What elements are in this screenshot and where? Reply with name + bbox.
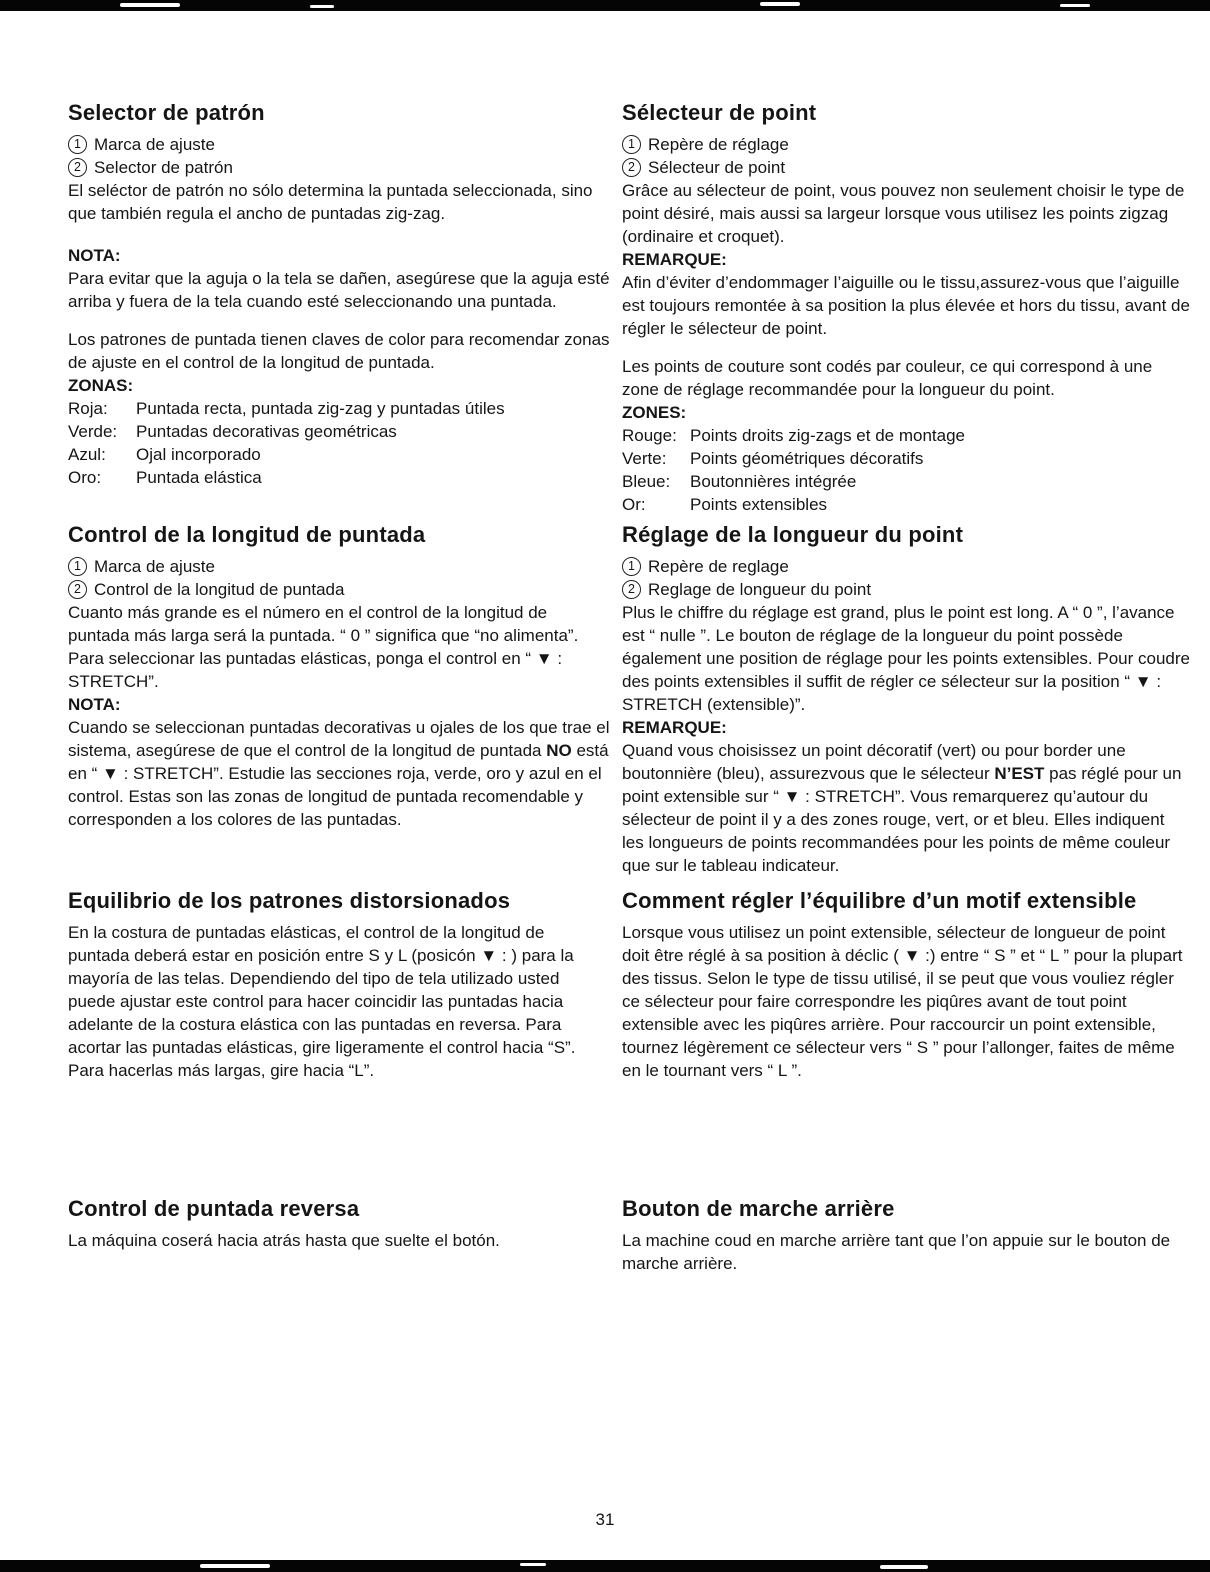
section-body: Grâce au sélecteur de point, vous pouvez non seulement choisir le type de point désiré, mais aussi sa largeur lorsque vous utilisez les points zigzag (ordinaire et croquet). [622, 181, 1185, 246]
note-label: NOTA: [68, 246, 121, 265]
zone-desc: Puntada recta, puntada zig-zag y puntadas útiles [136, 399, 505, 418]
row-stitch-length [68, 522, 1190, 877]
section-title: Control de puntada reversa [68, 1196, 360, 1221]
section-selector-de-patron [68, 100, 610, 516]
note-body [68, 716, 610, 831]
legend-item-2 [68, 578, 610, 601]
zone-name: Oro: [68, 468, 102, 487]
scan-speck [200, 1564, 270, 1568]
circled-1-icon: 1 [622, 135, 641, 154]
zone-name: Bleue: [622, 472, 671, 491]
section-reglage-longueur-point [622, 522, 1190, 877]
color-code-intro: Les points de couture sont codés par couleur, ce qui correspond à une zone de réglage recommandée pour la longueur du point. [622, 357, 1153, 399]
legend-item-1 [68, 133, 610, 156]
zone-desc: Puntadas decorativas geométricas [136, 422, 397, 441]
scan-speck [1060, 4, 1090, 7]
section-body: La máquina coserá hacia atrás hasta que suelte el botón. [68, 1231, 500, 1250]
legend-item-label: Reglage de longueur du point [648, 580, 872, 599]
note-text: Quand vous choisissez un point décoratif (vert) ou pour border une boutonnière (bleu), assurezvous que le sélecteur [622, 741, 1126, 783]
zone-desc: Points droits zig-zags et de montage [690, 426, 965, 445]
note-label: REMARQUE: [622, 718, 727, 737]
zones-label: ZONAS: [68, 376, 134, 395]
zone-name: Rouge: [622, 426, 677, 445]
note-text: está en “ ▼ : STRETCH”. Estudie las secciones roja, verde, oro y azul en el control. Estas son las zonas de longitud de puntada recomendable y corresponden a los colores de las puntadas. [68, 741, 609, 829]
section-selecteur-de-point [622, 100, 1190, 516]
legend-item-1 [68, 555, 610, 578]
section-equilibrio-patrones [68, 888, 610, 1082]
row-pattern-balance [68, 888, 1190, 1082]
scan-speck [760, 2, 800, 6]
zones-list [68, 397, 610, 489]
legend-item-1 [622, 133, 1190, 156]
section-equilibre-motif [622, 888, 1190, 1082]
section-control-longitud-puntada [68, 522, 610, 877]
section-puntada-reversa [68, 1196, 610, 1275]
section-body: Cuanto más grande es el número en el control de la longitud de puntada más larga será la puntada. “ 0 ” significa que “no alimenta”. Para seleccionar las puntadas elásticas, ponga el control en “ ▼ : STRETCH”. [68, 603, 579, 691]
note-text: Cuando se seleccionan puntadas decorativas u ojales de los que trae el sistema, asegúrese de que el control de la longitud de puntada [68, 718, 610, 760]
section-body: En la costura de puntadas elásticas, el control de la longitud de puntada deberá estar en posición entre S y L (posicón ▼ : ) para la mayoría de las telas. Dependiendo del tipo de tela utilizado usted puede ajustar este control para hacer coincidir las puntadas hacia adelante de la costura elástica con las puntadas en reversa. Para acortar las puntadas elásticas, gire ligeramente el control hacia “S”. Para hacerlas más largas, gire hacia “L”. [68, 923, 576, 1080]
legend-item-label: Marca de ajuste [94, 135, 215, 154]
color-code-intro: Los patrones de puntada tienen claves de color para recomendar zonas de ajuste en el control de la longitud de puntada. [68, 330, 610, 372]
zone-row [68, 443, 610, 466]
zone-desc: Puntada elástica [136, 468, 262, 487]
zone-row [68, 397, 610, 420]
zone-desc: Points extensibles [690, 495, 828, 514]
zone-row [622, 493, 1190, 516]
circled-1-icon: 1 [622, 557, 641, 576]
circled-2-icon: 2 [622, 158, 641, 177]
section-title: Réglage de la longueur du point [622, 522, 964, 547]
note-label: NOTA: [68, 695, 121, 714]
scan-artifact-bottom-bar [0, 1560, 1210, 1572]
legend-item-label: Repère de réglage [648, 135, 789, 154]
section-title: Bouton de marche arrière [622, 1196, 895, 1221]
page-number: 31 [595, 1510, 615, 1529]
note-text: pas réglé pour un point extensible sur “ ▼ : STRETCH”. Vous remarquerez qu’autour du sélecteur de point il y a des zones rouge, vert, or et bleu. Elles indiquent les longueurs de points recommandées pour les points de même couleur que sur le tableau indicateur. [622, 764, 1182, 875]
circled-2-icon: 2 [68, 158, 87, 177]
zone-row [622, 470, 1190, 493]
zone-row [68, 466, 610, 489]
section-body: Lorsque vous utilisez un point extensible, sélecteur de longueur de point doit être réglé à sa position à déclic ( ▼ :) entre “ S ” et “ L ” pour la plupart des tissus. Selon le type de tissu utilisé, il se peut que vous vouliez régler ce sélecteur pour faire correspondre les piqûres avant de tout point extensible avec les piqûres arrière. Pour raccourcir un point extensible, tournez légèrement ce sélecteur vers “ S ” pour l’allonger, faites de même en le tournant vers “ L ”. [622, 923, 1183, 1080]
section-body: El seléctor de patrón no sólo determina la puntada seleccionada, sino que también regula el ancho de puntadas zig-zag. [68, 181, 593, 223]
section-title: Comment régler l’équilibre d’un motif extensible [622, 888, 1137, 913]
legend-item-label: Selector de patrón [94, 158, 233, 177]
scan-artifact-top-bar [0, 0, 1210, 11]
zone-name: Roja: [68, 399, 108, 418]
zone-name: Verte: [622, 449, 667, 468]
note-bold-text: N’EST [994, 764, 1045, 783]
section-body: La machine coud en marche arrière tant que l’on appuie sur le bouton de marche arrière. [622, 1231, 1171, 1273]
note-bold-text: NO [546, 741, 572, 760]
legend-item-2 [68, 156, 610, 179]
scan-speck [120, 3, 180, 7]
legend-item-label: Repère de reglage [648, 557, 789, 576]
note-body: Para evitar que la aguja o la tela se dañen, asegúrese que la aguja esté arriba y fuera de la tela cuando esté seleccionando una puntada. [68, 269, 610, 311]
row-pattern-selector [68, 100, 1190, 516]
zone-name: Or: [622, 495, 646, 514]
section-title: Control de la longitud de puntada [68, 522, 426, 547]
section-title: Selector de patrón [68, 100, 265, 125]
note-body [622, 739, 1190, 877]
zones-list [622, 424, 1190, 516]
section-title: Sélecteur de point [622, 100, 817, 125]
zone-row [68, 420, 610, 443]
zone-desc: Boutonnières intégrée [690, 472, 857, 491]
circled-2-icon: 2 [622, 580, 641, 599]
legend-item-label: Sélecteur de point [648, 158, 786, 177]
zone-name: Azul: [68, 445, 106, 464]
legend-item-1 [622, 555, 1190, 578]
row-reverse-button [68, 1196, 1190, 1275]
section-body: Plus le chiffre du réglage est grand, plus le point est long. A “ 0 ”, l’avance est “ nulle ”. Le bouton de réglage de la longueur du point possède également une position de réglage pour les points extensibles. Pour coudre des points extensibles il suffit de régler ce sélecteur sur la position “ ▼ : STRETCH (extensible)”. [622, 603, 1190, 714]
scan-speck [520, 1563, 546, 1566]
legend-item-2 [622, 578, 1190, 601]
section-title: Equilibrio de los patrones distorsionados [68, 888, 511, 913]
circled-1-icon: 1 [68, 135, 87, 154]
legend-item-label: Marca de ajuste [94, 557, 215, 576]
zone-desc: Ojal incorporado [136, 445, 261, 464]
note-body: Afin d’éviter d’endommager l’aiguille ou le tissu,assurez-vous que l’aiguille est toujours remontée à sa position la plus élevée et hors du tissu, avant de régler le sélecteur de point. [622, 273, 1190, 338]
legend-item-label: Control de la longitud de puntada [94, 580, 345, 599]
section-marche-arriere [622, 1196, 1190, 1275]
zone-desc: Points géométriques décoratifs [690, 449, 924, 468]
zone-row [622, 447, 1190, 470]
zones-label: ZONES: [622, 403, 687, 422]
legend-item-2 [622, 156, 1190, 179]
zone-name: Verde: [68, 422, 118, 441]
scan-speck [880, 1565, 928, 1569]
circled-2-icon: 2 [68, 580, 87, 599]
scan-speck [310, 5, 334, 8]
note-label: REMARQUE: [622, 250, 727, 269]
zone-row [622, 424, 1190, 447]
circled-1-icon: 1 [68, 557, 87, 576]
